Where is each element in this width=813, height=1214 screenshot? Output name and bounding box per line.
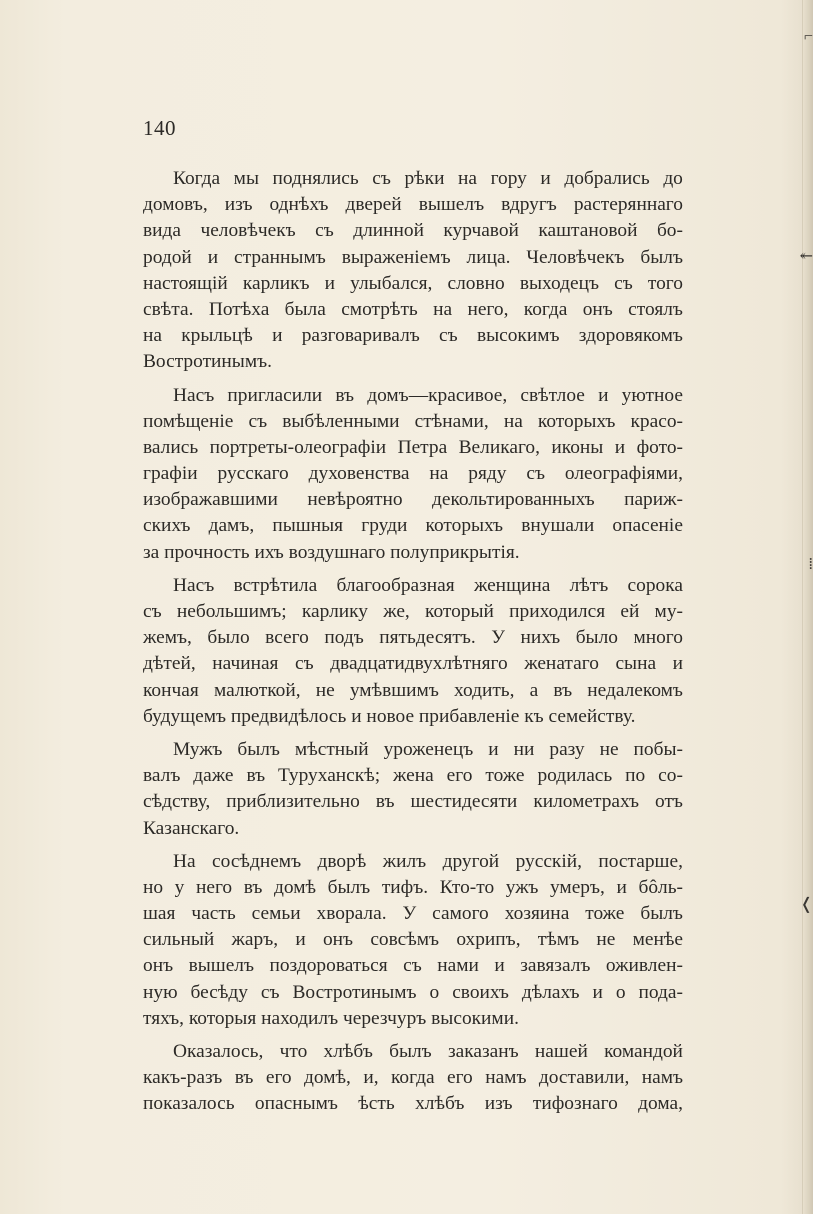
text-line: за прочность ихъ воздушнаго полуприкрытія.	[143, 541, 520, 563]
text-line: дѣтей, начиная съ двадцатидвухлѣтняго женатаго сына и	[143, 653, 683, 675]
text-line: сѣдству, приблизительно въ шестидесяти километрахъ отъ	[143, 791, 683, 813]
paragraph	[143, 1039, 683, 1118]
body-text	[143, 166, 683, 1125]
text-line: показалось опаснымъ ѣсть хлѣбъ изъ тифознаго дома,	[143, 1093, 683, 1115]
text-line: Оказалось, что хлѣбъ былъ заказанъ нашей командой	[173, 1041, 683, 1062]
text-line: съ небольшимъ; карлику же, который приходился ей му-	[143, 601, 683, 622]
text-line: графіи русскаго духовенства на ряду съ олеографіями,	[143, 463, 683, 485]
text-line: жемъ, было всего подъ пятьдесятъ. У нихъ было много	[143, 627, 683, 649]
text-line: будущемъ предвидѣлось и новое прибавленіе къ семейству.	[143, 705, 636, 727]
paragraph	[143, 166, 683, 376]
margin-mark-icon: ⌐	[803, 28, 813, 45]
text-line: родой и страннымъ выраженіемъ лица. Человѣчекъ былъ	[143, 246, 683, 268]
paragraph	[143, 737, 683, 842]
text-line: но у него въ домѣ былъ тифъ. Кто-то ужъ умеръ, и бôль-	[143, 876, 683, 898]
page-number: 140	[143, 116, 176, 140]
text-line: кончая малюткой, не умѣвшимъ ходить, а въ недалекомъ	[143, 679, 683, 701]
text-line: скихъ дамъ, пышныя груди которыхъ внушали опасеніе	[143, 515, 683, 537]
text-line: ную бесѣду съ Востротинымъ о своихъ дѣлахъ и о пода-	[143, 981, 683, 1003]
text-line: настоящій карликъ и улыбался, словно выходецъ съ того	[143, 272, 683, 294]
page-edge	[799, 0, 813, 1214]
paragraph	[143, 383, 683, 566]
text-line: Казанскаго.	[143, 817, 240, 839]
text-line: шая часть семьи хворала. У самого хозяина тоже былъ	[143, 903, 683, 925]
text-line: на крыльцѣ и разговаривалъ съ высокимъ здоровякомъ	[143, 325, 683, 347]
text-line: валъ даже въ Туруханскѣ; жена его тоже родилась по со-	[143, 765, 683, 787]
text-line: Мужъ былъ мѣстный уроженецъ и ни разу не побы-	[173, 738, 683, 760]
paragraph	[143, 573, 683, 730]
margin-mark-icon: ⁞	[808, 556, 813, 573]
text-line: Насъ встрѣтила благообразная женщина лѣтъ сорока	[173, 574, 683, 596]
text-line: помѣщеніе съ выбѣленными стѣнами, на которыхъ красо-	[143, 410, 683, 432]
text-line: свѣта. Потѣха была смотрѣть на него, когда онъ стоялъ	[143, 298, 683, 320]
margin-mark-icon: ↞	[799, 248, 813, 265]
paragraph	[143, 849, 683, 1032]
text-line: Востротинымъ.	[143, 351, 272, 373]
text-line: изображавшими невѣроятно декольтированныхъ париж-	[143, 489, 683, 511]
text-line: Когда мы поднялись съ рѣки на гору и добрались до	[173, 168, 683, 189]
text-line: домовъ, изъ однѣхъ дверей вышелъ вдругъ растеряннаго	[143, 194, 683, 216]
text-line: На сосѣднемъ дворѣ жилъ другой русскій, постарше,	[173, 850, 683, 872]
text-line: тяхъ, которыя находилъ черезчуръ высокими.	[143, 1007, 519, 1029]
text-line: Насъ пригласили въ домъ—красивое, свѣтлое и уютное	[173, 384, 683, 406]
text-line: онъ вышелъ поздороваться съ нами и завязалъ оживлен-	[143, 955, 683, 977]
text-line: вида человѣчекъ съ длинной курчавой каштановой бо-	[143, 220, 683, 242]
text-line: какъ-разъ въ его домѣ, и, когда его намъ доставили, намъ	[143, 1067, 683, 1089]
margin-mark-icon: ❬	[799, 896, 813, 913]
text-line: сильный жаръ, и онъ совсѣмъ охрипъ, тѣмъ не менѣе	[143, 929, 683, 951]
text-line: вались портреты-олеографіи Петра Великаго, иконы и фото-	[143, 436, 683, 458]
